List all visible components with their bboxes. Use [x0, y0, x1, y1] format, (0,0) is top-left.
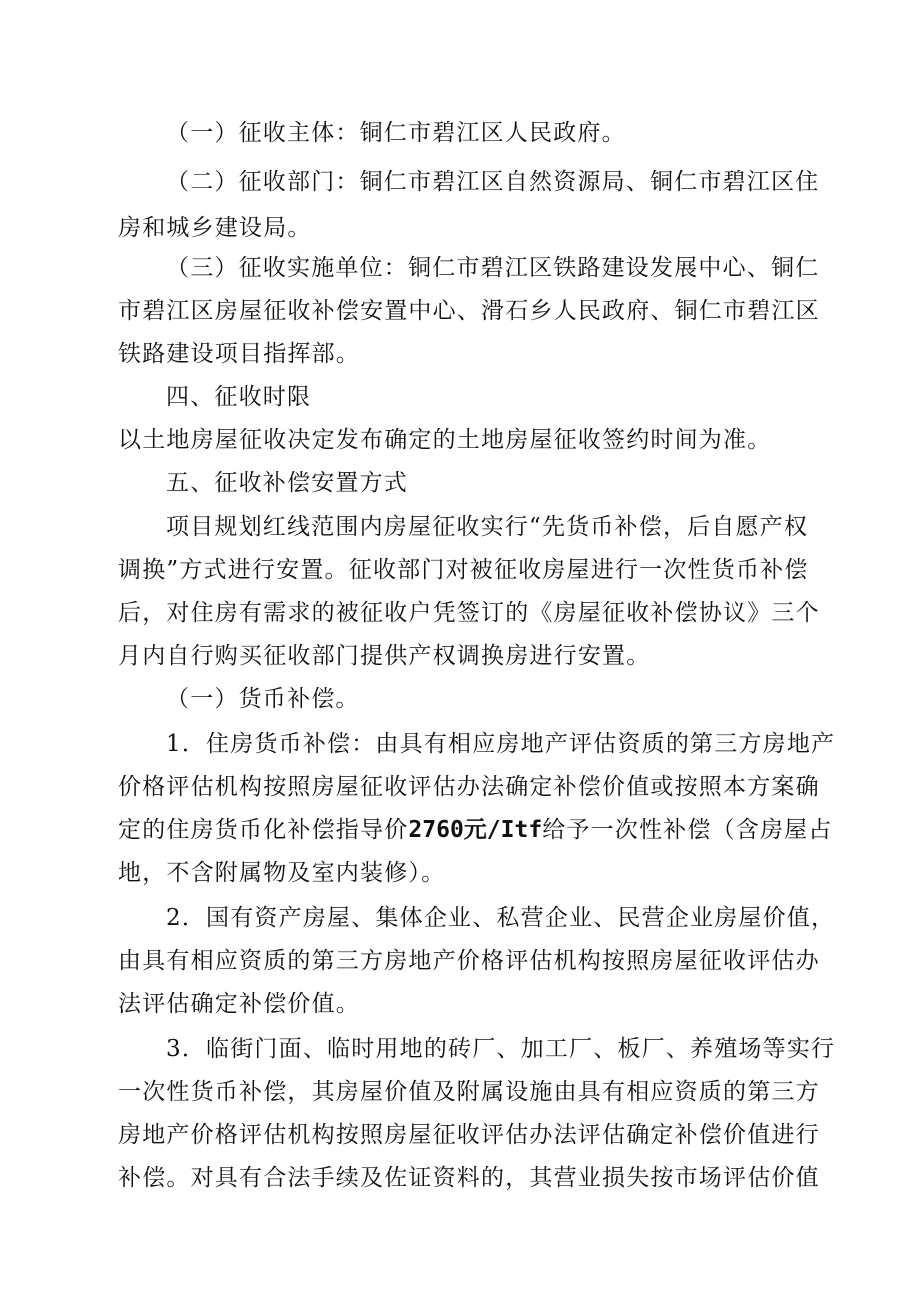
text-line: 价格评估机构按照房屋征收评估办法确定补偿价值或按照本方案确 — [118, 774, 820, 800]
subsection-heading: （一）货币补偿。 — [166, 686, 360, 712]
text-line: 1．住房货币补偿：由具有相应房地产评估资质的第三方房地产 — [166, 731, 836, 757]
text-line: （一）征收主体：铜仁市碧江区人民政府。 — [166, 120, 626, 146]
text-line: 房和城乡建设局。 — [118, 215, 312, 241]
text-line: 铁路建设项目指挥部。 — [118, 341, 360, 367]
text-line: 以土地房屋征收决定发布确定的土地房屋征收签约时间为准。 — [118, 427, 772, 453]
text-line: 项目规划红线范围内房屋征收实行“先货币补偿，后自愿产权 — [166, 514, 809, 540]
text-line: 2．国有资产房屋、集体企业、私营企业、民营企业房屋价值， — [166, 905, 836, 931]
text-line: 房地产价格评估机构按照房屋征收评估办法评估确定补偿价值进行 — [118, 1122, 820, 1148]
text-line: 市碧江区房屋征收补偿安置中心、滑石乡人民政府、铜仁市碧江区 — [118, 298, 820, 324]
text-line: 由具有相应资质的第三方房地产价格评估机构按照房屋征收评估办 — [118, 948, 820, 974]
text-segment: 给予一次性补偿（含房屋占 — [542, 817, 833, 843]
text-line: 法评估确定补偿价值。 — [118, 991, 360, 1017]
text-line: 调换”方式进行安置。征收部门对被征收房屋进行一次性货币补偿 — [118, 557, 809, 583]
text-line: 地，不含附属物及室内装修）。 — [118, 860, 446, 886]
text-line: 后，对住房有需求的被征收户凭签订的《房屋征收补偿协议》三个 — [118, 600, 820, 626]
text-line: （二）征收部门：铜仁市碧江区自然资源局、铜仁市碧江区住 — [166, 169, 820, 195]
text-segment: 定的住房货币化补偿指导价 — [118, 817, 409, 843]
text-line: 补偿。对具有合法手续及佐证资料的，其营业损失按市场评估价值 — [118, 1165, 820, 1191]
price-value: 2760元/Itf — [408, 817, 543, 843]
section-heading: 五、征收补偿安置方式 — [166, 470, 408, 496]
text-line: 3．临街门面、临时用地的砖厂、加工厂、板厂、养殖场等实行 — [166, 1036, 836, 1062]
text-line: 一次性货币补偿，其房屋价值及附属设施由具有相应资质的第三方 — [118, 1079, 820, 1105]
text-line: 月内自行购买征收部门提供产权调换房进行安置。 — [118, 643, 651, 669]
text-line: （三）征收实施单位：铜仁市碧江区铁路建设发展中心、铜仁 — [166, 255, 820, 281]
text-line-with-price — [0, 815, 920, 845]
section-heading: 四、征收时限 — [166, 384, 312, 410]
